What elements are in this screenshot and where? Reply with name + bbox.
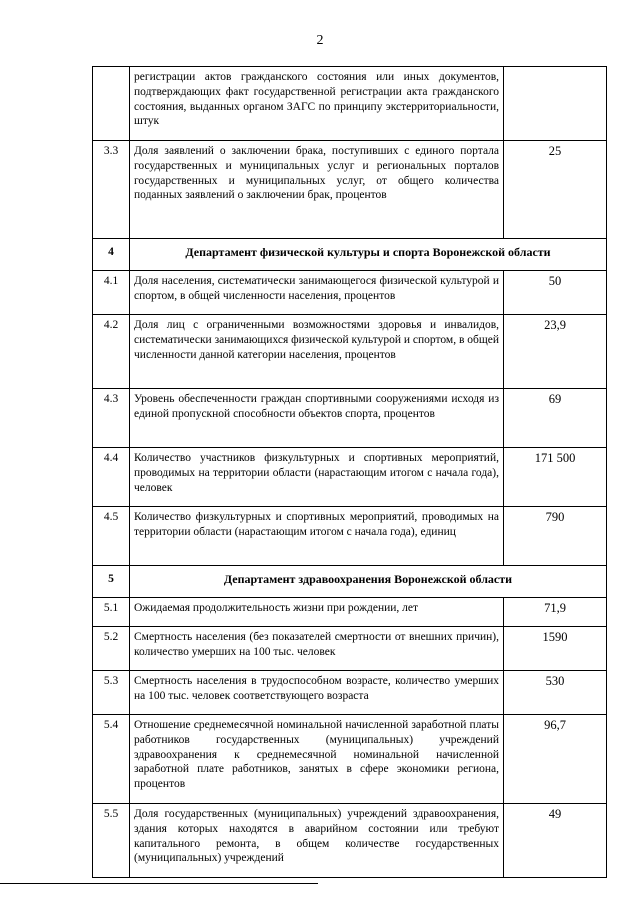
indicator-value: 49 <box>504 804 607 878</box>
indicator-row <box>93 671 607 715</box>
indicator-value: 69 <box>504 389 607 448</box>
indicator-description: Доля государственных (муниципальных) учреждений здравоохранения, здания которых находятся в аварийном состоянии или требуют капитального ремонта, в общем количестве государственных (муниципальных) учреждений <box>130 804 504 878</box>
indicator-number: 3.3 <box>93 141 130 239</box>
indicator-description: Доля лиц с ограниченными возможностями здоровья и инвалидов, систематически занимающихся физической культурой и спортом, в общей численности данной категории населения, процентов <box>130 315 504 389</box>
indicator-number: 5.1 <box>93 598 130 627</box>
indicator-value: 790 <box>504 507 607 566</box>
indicator-value: 96,7 <box>504 715 607 804</box>
indicator-row <box>93 804 607 878</box>
indicator-number: 4.4 <box>93 448 130 507</box>
indicator-value: 171 500 <box>504 448 607 507</box>
indicator-number: 5.3 <box>93 671 130 715</box>
indicator-number: 4.3 <box>93 389 130 448</box>
indicator-row <box>93 598 607 627</box>
indicator-row <box>93 315 607 389</box>
indicator-value: 50 <box>504 271 607 315</box>
indicator-number: 5.5 <box>93 804 130 878</box>
indicator-number: 4.5 <box>93 507 130 566</box>
section-number: 5 <box>93 566 130 598</box>
indicator-number: 5.4 <box>93 715 130 804</box>
indicator-description: Ожидаемая продолжительность жизни при рождении, лет <box>130 598 504 627</box>
indicator-value: 23,9 <box>504 315 607 389</box>
indicator-description: Отношение среднемесячной номинальной начисленной заработной платы работников государственных (муниципальных) учреждений здравоохранения к среднемесячной номинальной начисленной заработной плате работников, занятых в сфере экономики региона, процентов <box>130 715 504 804</box>
section-header-row <box>93 239 607 271</box>
section-title: Департамент здравоохранения Воронежской области <box>130 566 607 598</box>
indicator-description: Доля населения, систематически занимающегося физической культурой и спортом, в общей численности населения, процентов <box>130 271 504 315</box>
indicator-row <box>93 271 607 315</box>
indicator-row <box>93 67 607 141</box>
indicator-row <box>93 715 607 804</box>
indicator-number <box>93 67 130 141</box>
indicator-number: 4.2 <box>93 315 130 389</box>
indicator-number: 4.1 <box>93 271 130 315</box>
indicator-description: Смертность населения (без показателей смертности от внешних причин), количество умерших на 100 тыс. человек <box>130 627 504 671</box>
indicator-description: регистрации актов гражданского состояния или иных документов, подтверждающих факт государственной регистрации акта гражданского состояния, выданных органом ЗАГС по принципу экстерриториальности, штук <box>130 67 504 141</box>
indicator-value: 530 <box>504 671 607 715</box>
indicator-row <box>93 141 607 239</box>
indicator-description: Уровень обеспеченности граждан спортивными сооружениями исходя из единой пропускной способности объектов спорта, процентов <box>130 389 504 448</box>
indicator-description: Количество физкультурных и спортивных мероприятий, проводимых на территории области (нарастающим итогом с начала года), единиц <box>130 507 504 566</box>
indicator-row <box>93 507 607 566</box>
indicators-table <box>92 66 607 878</box>
indicator-row <box>93 627 607 671</box>
section-header-row <box>93 566 607 598</box>
indicator-number: 5.2 <box>93 627 130 671</box>
indicator-value: 71,9 <box>504 598 607 627</box>
section-title: Департамент физической культуры и спорта Воронежской области <box>130 239 607 271</box>
indicator-value: 1590 <box>504 627 607 671</box>
indicator-description: Смертность населения в трудоспособном возрасте, количество умерших на 100 тыс. человек соответствующего возраста <box>130 671 504 715</box>
indicator-row <box>93 448 607 507</box>
page-number: 2 <box>316 33 324 48</box>
indicator-description: Доля заявлений о заключении брака, поступивших с единого портала государственных и муниципальных услуг и региональных порталов государственных и муниципальных услуг, от общего количества поданных заявлений о заключении брак, процентов <box>130 141 504 239</box>
section-number: 4 <box>93 239 130 271</box>
bottom-divider <box>0 883 318 884</box>
indicator-description: Количество участников физкультурных и спортивных мероприятий, проводимых на территории области (нарастающим итогом с начала года), человек <box>130 448 504 507</box>
indicator-value: 25 <box>504 141 607 239</box>
indicator-row <box>93 389 607 448</box>
indicator-value <box>504 67 607 141</box>
